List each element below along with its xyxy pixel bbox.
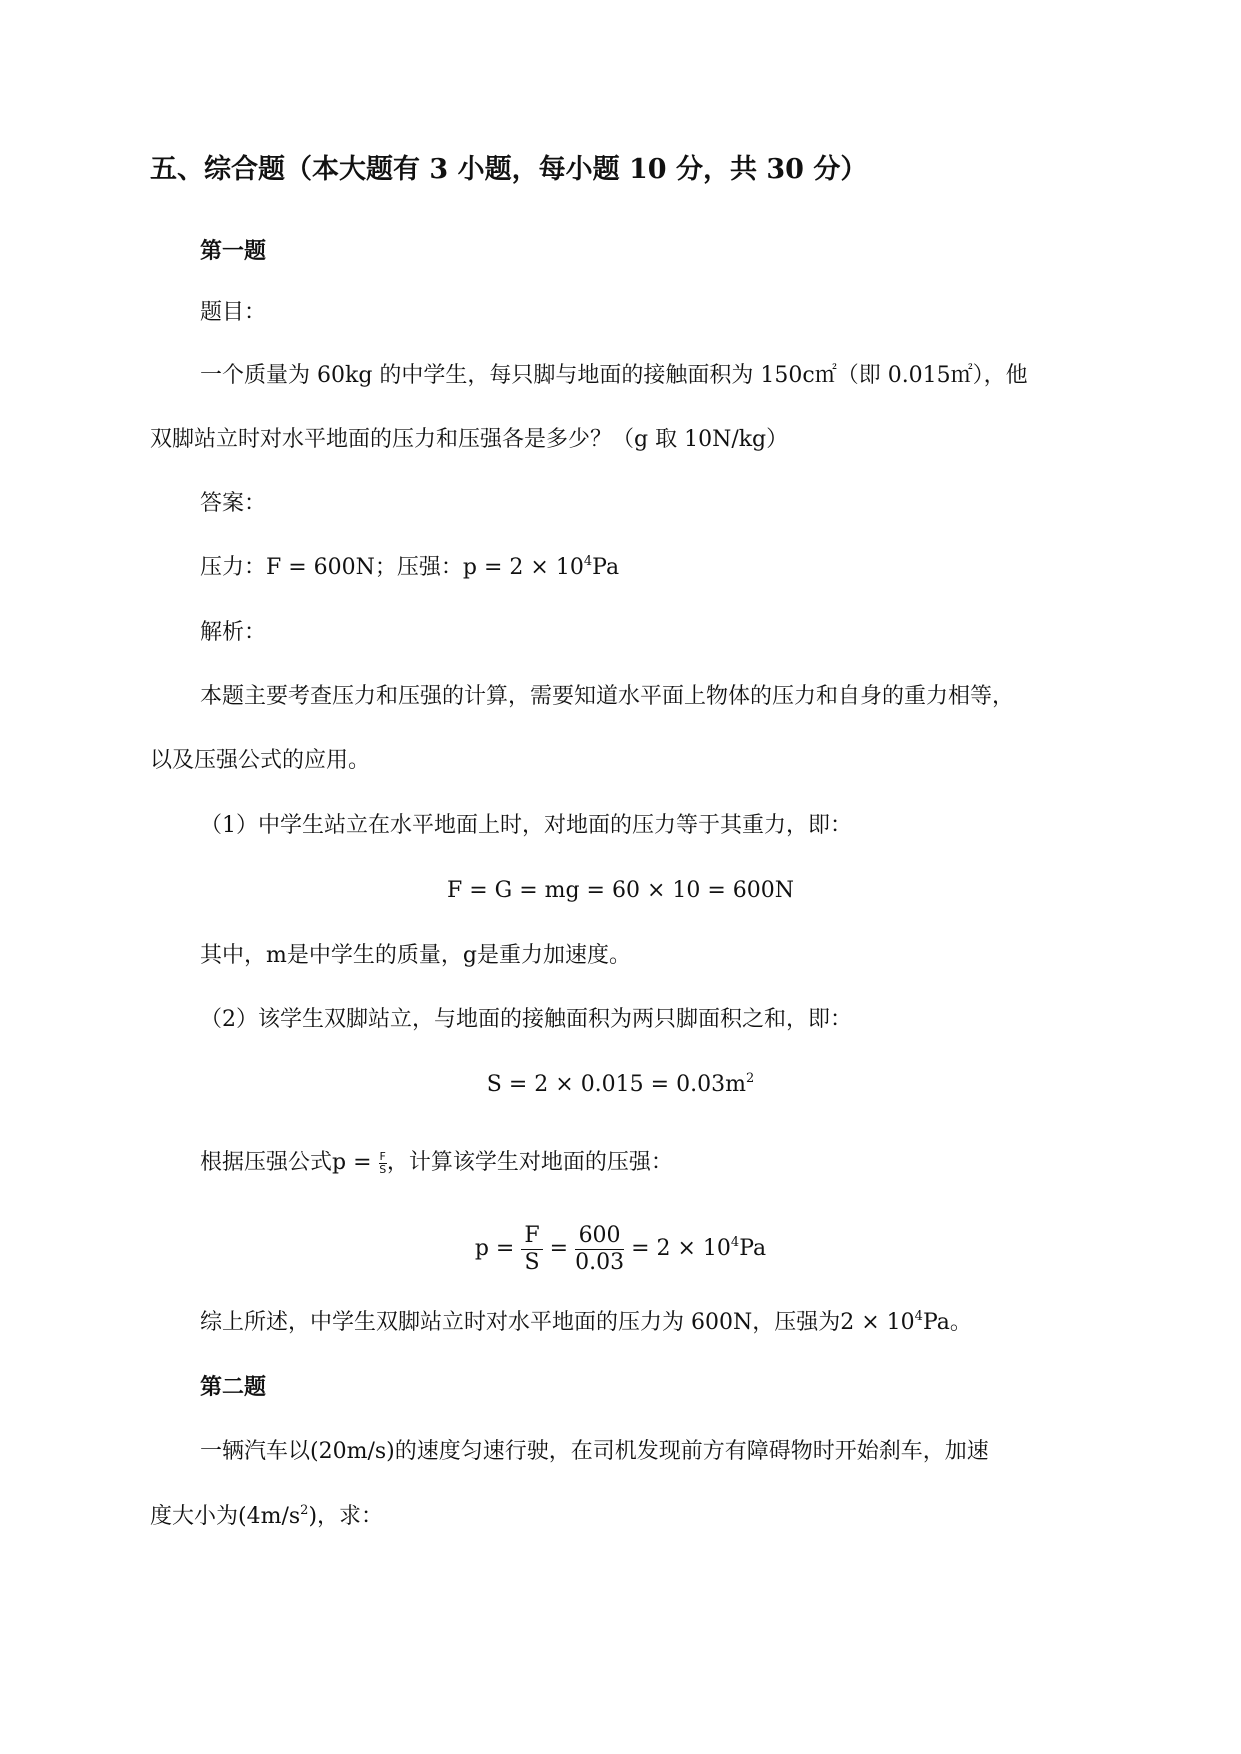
analysis-line-2: 以及压强公式的应用。	[150, 748, 371, 773]
step-1-text: （1）中学生站立在水平地面上时，对地面的压力等于其重力，即：	[200, 813, 852, 838]
formula-intro	[200, 1148, 673, 1178]
question-2-exponent: 2	[300, 1503, 309, 1518]
answer-unit: Pa	[592, 555, 620, 580]
pressure-unit: Pa	[739, 1236, 767, 1261]
question-label: 题目：	[200, 300, 267, 325]
summary-text	[200, 1308, 972, 1338]
pressure-p: p =	[474, 1236, 515, 1261]
step-2-text: （2）该学生双脚站立，与地面的接触面积为两只脚面积之和，即：	[200, 1007, 852, 1032]
question-2-heading: 第二题	[200, 1374, 267, 1400]
step-1-formula: F = G = mg = 60 × 10 = 600N	[446, 878, 795, 903]
step-2-formula	[0, 1070, 1241, 1100]
small-fraction-f-over-s	[379, 1151, 387, 1176]
formula-intro-pre: 根据压强公式p =	[200, 1150, 372, 1175]
question-2-line-2-pre: 度大小为(4m/s	[150, 1504, 301, 1529]
analysis-line-1: 本题主要考查压力和压强的计算，需要知道水平面上物体的压力和自身的重力相等，	[200, 684, 1015, 709]
pressure-equals: =	[549, 1236, 569, 1261]
step-2-formula-exponent: 2	[745, 1071, 755, 1086]
question-1-heading: 第一题	[200, 238, 267, 264]
answer-label: 答案：	[200, 491, 267, 516]
summary-exponent: 4	[914, 1309, 923, 1324]
question-2-line-1: 一辆汽车以(20m/s)的速度匀速行驶，在司机发现前方有障碍物时开始刹车，加速	[200, 1439, 989, 1464]
fraction-s-denominator: S	[524, 1249, 540, 1275]
step-1-note: 其中，m是中学生的质量，g是重力加速度。	[200, 943, 631, 968]
question-2-line-2	[150, 1502, 383, 1532]
formula-intro-post: ，计算该学生对地面的压强：	[386, 1150, 673, 1175]
answer-prefix: 压力：F = 600N；压强：p = 2 × 10	[200, 555, 584, 580]
question-2-line-2-post: )，求：	[308, 1504, 384, 1529]
section-title: 五、综合题（本大题有 3 小题，每小题 10 分，共 30 分）	[150, 154, 868, 185]
question-text-line-1: 一个质量为 60kg 的中学生，每只脚与地面的接触面积为 150c㎡（即 0.015㎡），他	[200, 363, 1028, 388]
small-fraction-numerator: F	[379, 1149, 386, 1163]
answer-text	[200, 553, 619, 583]
question-text-line-2: 双脚站立时对水平地面的压力和压强各是多少？（g 取 10N/kg）	[150, 427, 789, 452]
fraction-f-numerator: F	[521, 1223, 542, 1250]
summary-pre: 综上所述，中学生双脚站立时对水平地面的压力为 600N，压强为2 × 10	[200, 1310, 915, 1335]
step-2-formula-base: S = 2 × 0.015 = 0.03m	[486, 1072, 746, 1097]
small-fraction-denominator: S	[379, 1162, 387, 1176]
answer-exponent: 4	[583, 554, 593, 569]
pressure-formula	[0, 1219, 1241, 1279]
fraction-600-over-003	[575, 1223, 624, 1276]
summary-post: Pa。	[922, 1310, 972, 1335]
fraction-003-denominator: 0.03	[575, 1249, 625, 1275]
pressure-exponent: 4	[730, 1235, 740, 1250]
analysis-label: 解析：	[200, 620, 267, 645]
fraction-600-numerator: 600	[575, 1223, 624, 1250]
pressure-result: = 2 × 10	[631, 1236, 731, 1261]
fraction-f-over-s	[521, 1223, 542, 1276]
